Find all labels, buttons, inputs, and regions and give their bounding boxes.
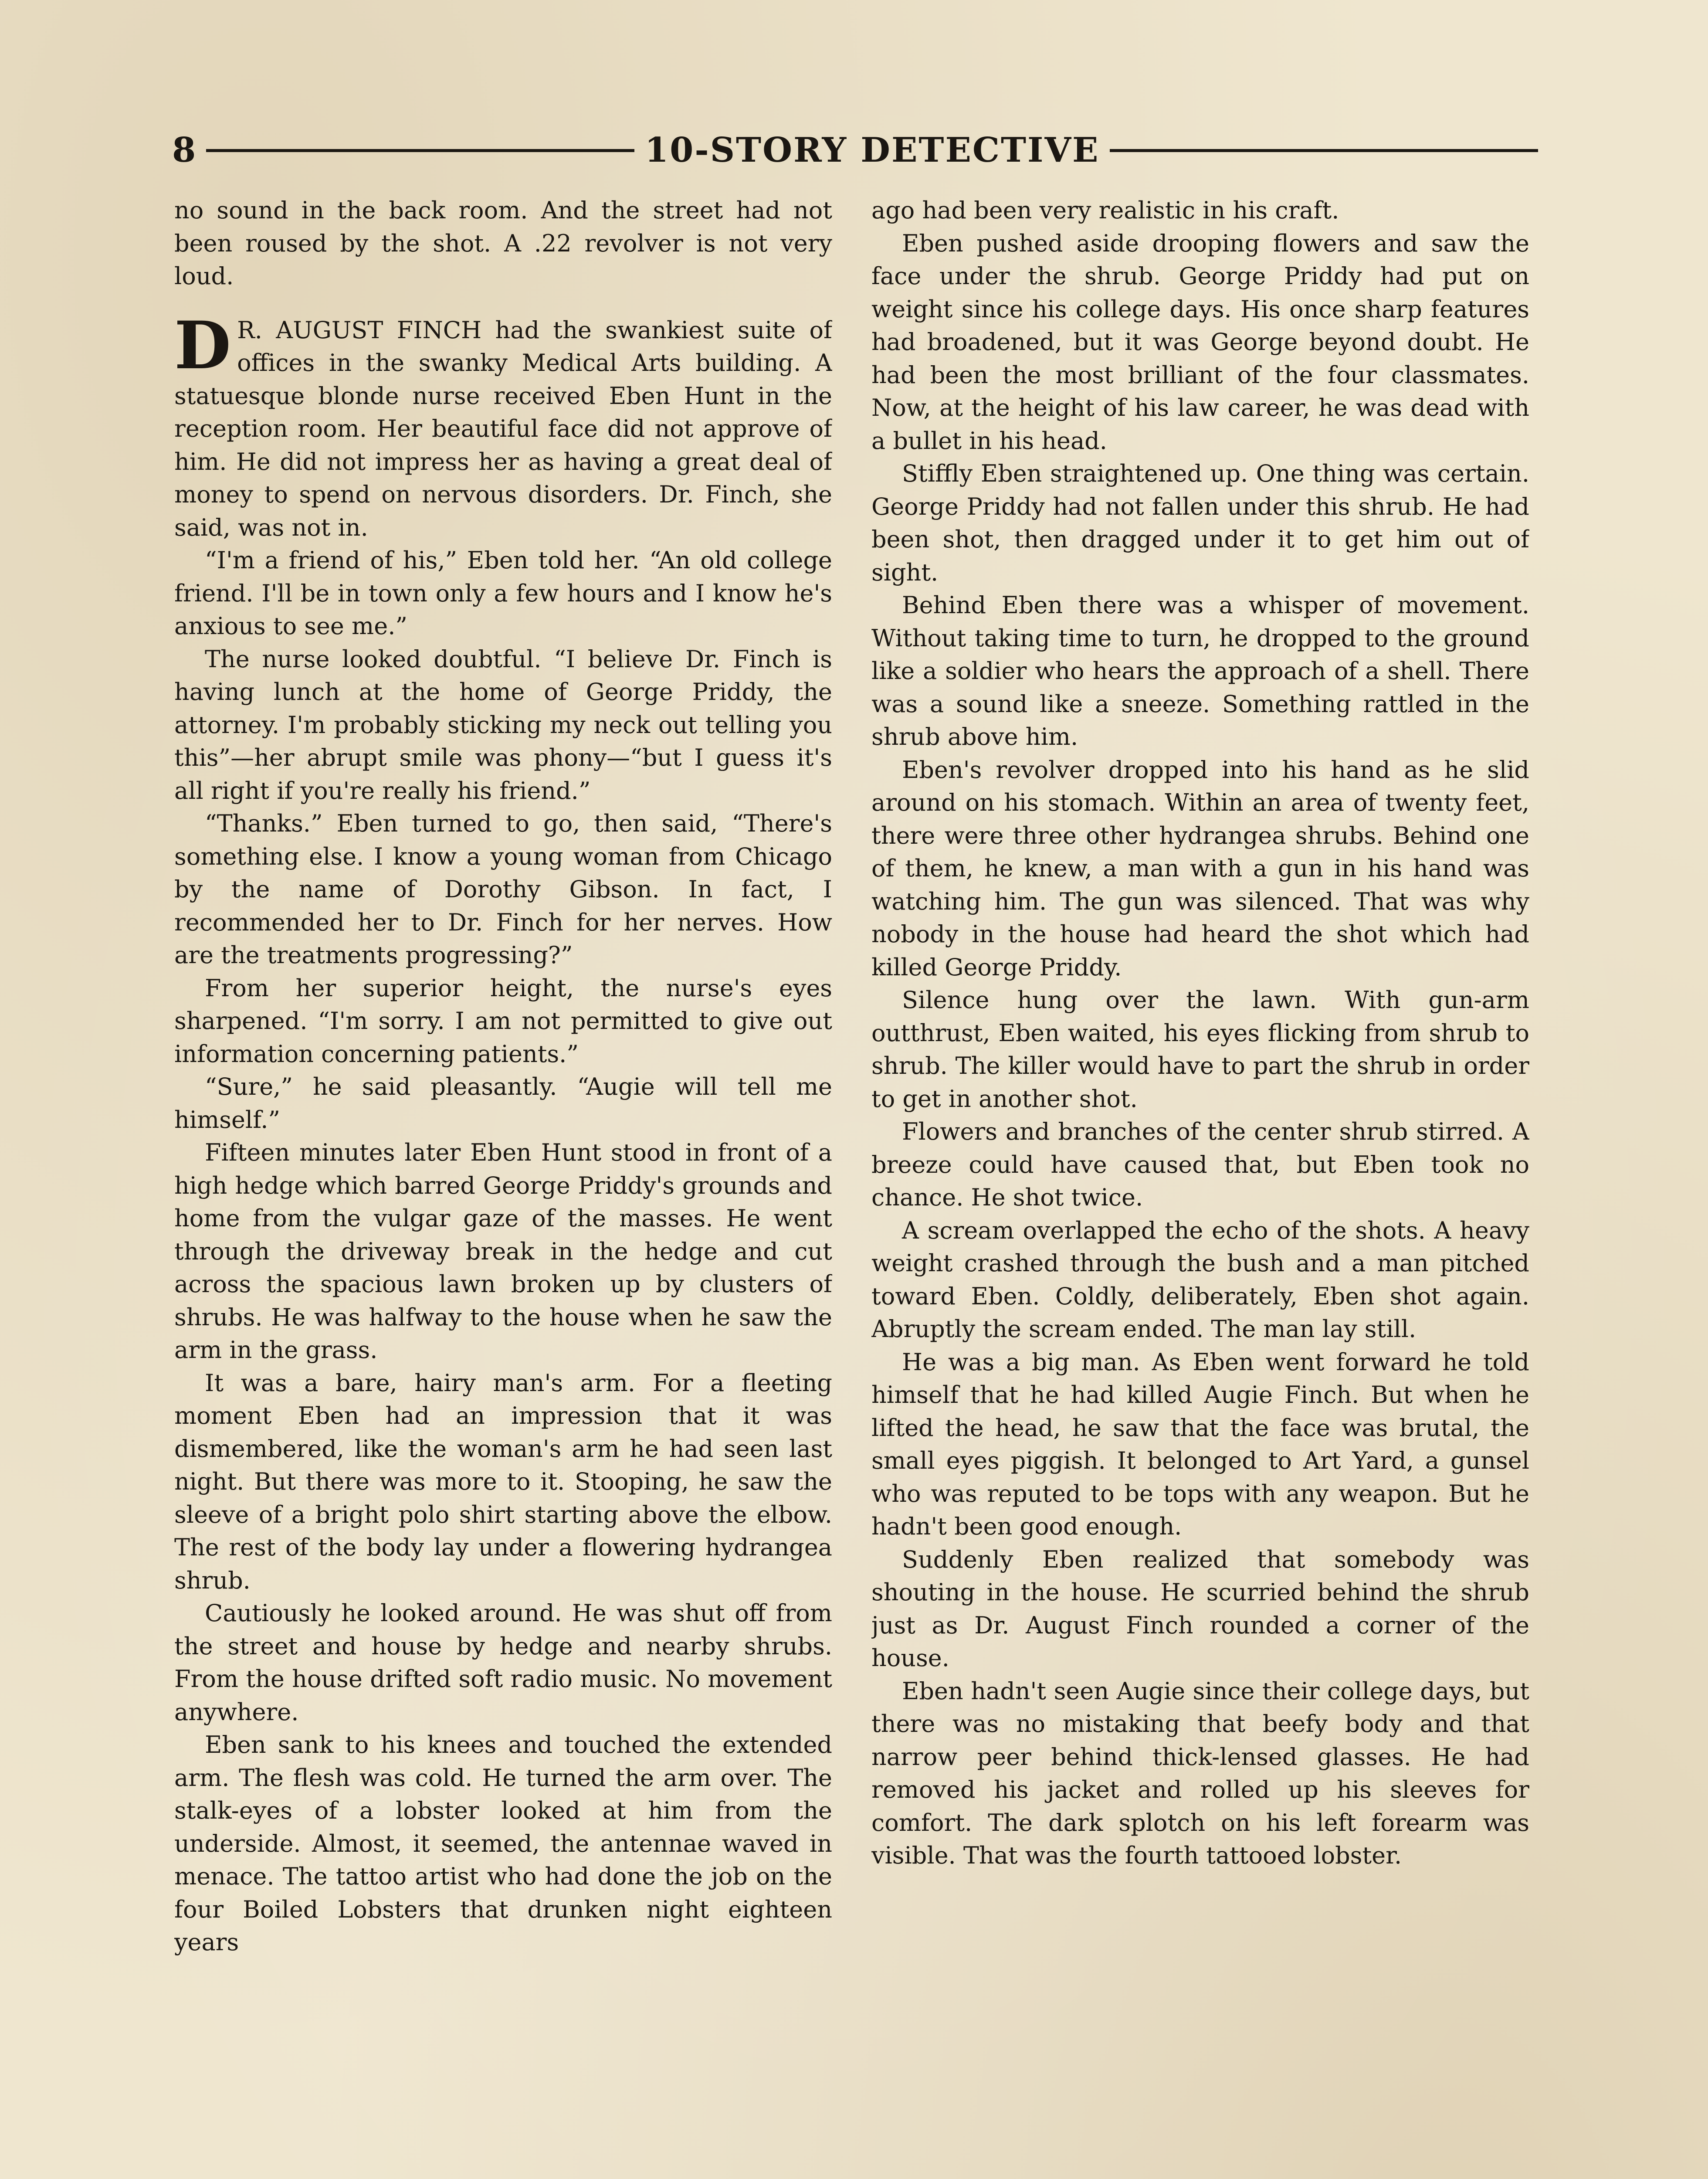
story-columns (174, 194, 1529, 2179)
paragraph: Stiffly Eben straightened up. One thing was certain. George Priddy had not fallen under this shrub. He had been shot, then dragged under it to get him out of sight. (871, 460, 1529, 586)
paragraph: Flowers and branches of the center shrub stirred. A breeze could have caused that, but Eben took no chance. He shot twice. (871, 1118, 1529, 1211)
paragraph: “Thanks.” Eben turned to go, then said, “There's something else. I know a young woman from Chicago by the name of Dorothy Gibson. In fact, I recommended her to Dr. Finch for her nerves. How are the treatments progressing?” (174, 810, 832, 969)
header-rule-right (1110, 149, 1538, 152)
paragraph: It was a bare, hairy man's arm. For a fleeting moment Eben had an impression that it was dismembered, like the woman's arm he had seen last night. But there was more to it. Stooping, he saw the sleeve of a bright polo shirt starting above the elbow. The rest of the body lay under a flowering hydrangea shrub. (174, 1369, 832, 1594)
paragraph: A scream overlapped the echo of the shots. A heavy weight crashed through the bush and a man pitched toward Eben. Coldly, deliberately, Eben shot again. Abruptly the scream ended. The man lay still. (871, 1216, 1529, 1343)
paragraph-dropcap (174, 307, 832, 544)
paragraph: Silence hung over the lawn. With gun-arm outthrust, Eben waited, his eyes flicking from shrub to shrub. The killer would have to part the shrub in order to get in another shot. (871, 986, 1529, 1113)
header-rule-left (206, 149, 634, 152)
magazine-title: 10-STORY DETECTIVE (644, 130, 1100, 170)
paragraph: Cautiously he looked around. He was shut off from the street and house by hedge and nearby shrubs. From the house drifted soft radio music. No movement anywhere. (174, 1599, 832, 1726)
paragraph: He was a big man. As Eben went forward he told himself that he had killed Augie Finch. But when he lifted the head, he saw that the face was brutal, the small eyes piggish. It belonged to Art Yard, a gunsel who was reputed to be tops with any weapon. But he hadn't been good enough. (871, 1348, 1529, 1540)
paragraph: Behind Eben there was a whisper of movement. Without taking time to turn, he dropped to the ground like a soldier who hears the approach of a shell. There was a sound like a sneeze. Something rattled in the shrub above him. (871, 591, 1529, 750)
paragraph: Eben hadn't seen Augie since their college days, but there was no mistaking that beefy body and that narrow peer behind thick-lensed glasses. He had removed his jacket and rolled up his sleeves for comfort. The dark splotch on his left forearm was visible. That was the fourth tattooed lobster. (871, 1677, 1529, 1869)
paragraph: Eben pushed aside drooping flowers and saw the face under the shrub. George Priddy had put on weight since his college days. His once sharp features had broadened, but it was George beyond doubt. He had been the most brilliant of the four classmates. Now, at the height of his law career, he was dead with a bullet in his head. (871, 229, 1529, 455)
paragraph: “I'm a friend of his,” Eben told her. “An old college friend. I'll be in town only a few hours and I know he's anxious to see me.” (174, 546, 832, 640)
drop-cap: D (174, 307, 231, 384)
page-number: 8 (172, 130, 196, 170)
paragraph: ago had been very realistic in his craft. (871, 197, 1339, 224)
paragraph: “Sure,” he said pleasantly. “Augie will tell me himself.” (174, 1073, 832, 1134)
paragraph: From her superior height, the nurse's eyes sharpened. “I'm sorry. I am not permitted to give out information concerning patients.” (174, 974, 832, 1068)
paragraph: Eben's revolver dropped into his hand as he slid around on his stomach. Within an area of twenty feet, there were three other hydrangea shrubs. Behind one of them, he knew, a man with a gun in his hand was watching him. The gun was silenced. That was why nobody in the house had heard the shot which had killed George Priddy. (871, 756, 1529, 981)
paragraph-text: R. AUGUST FINCH had the swankiest suite of offices in the swanky Medical Arts building. A statuesque blonde nurse received Eben Hunt in the reception room. Her beautiful face did not approve of him. He did not impress her as having a great deal of money to spend on nervous disorders. Dr. Finch, she said, was not in. (174, 316, 832, 541)
paragraph: Suddenly Eben realized that somebody was shouting in the house. He scurried behind the shrub just as Dr. August Finch rounded a corner of the house. (871, 1545, 1529, 1672)
paragraph: The nurse looked doubtful. “I believe Dr. Finch is having lunch at the home of George Priddy, the attorney. I'm probably sticking my neck out telling you this”—her abrupt smile was phony—“but I guess it's all right if you're really his friend.” (174, 645, 832, 804)
left-column (174, 194, 832, 2179)
right-column (871, 194, 1529, 2179)
running-header (172, 131, 1538, 170)
paragraph: Fifteen minutes later Eben Hunt stood in front of a high hedge which barred George Priddy's grounds and home from the vulgar gaze of the masses. He went through the driveway break in the hedge and cut across the spacious lawn broken up by clusters of shrubs. He was halfway to the house when he saw the arm in the grass. (174, 1139, 832, 1364)
paragraph: Eben sank to his knees and touched the extended arm. The flesh was cold. He turned the arm over. The stalk-eyes of a lobster looked at him from the underside. Almost, it seemed, the antennae waved in menace. The tattoo artist who had done the job on the four Boiled Lobsters that drunken night eighteen years (174, 1731, 832, 1956)
paragraph: no sound in the back room. And the street had not been roused by the shot. A .22 revolver is not very loud. (174, 197, 832, 290)
